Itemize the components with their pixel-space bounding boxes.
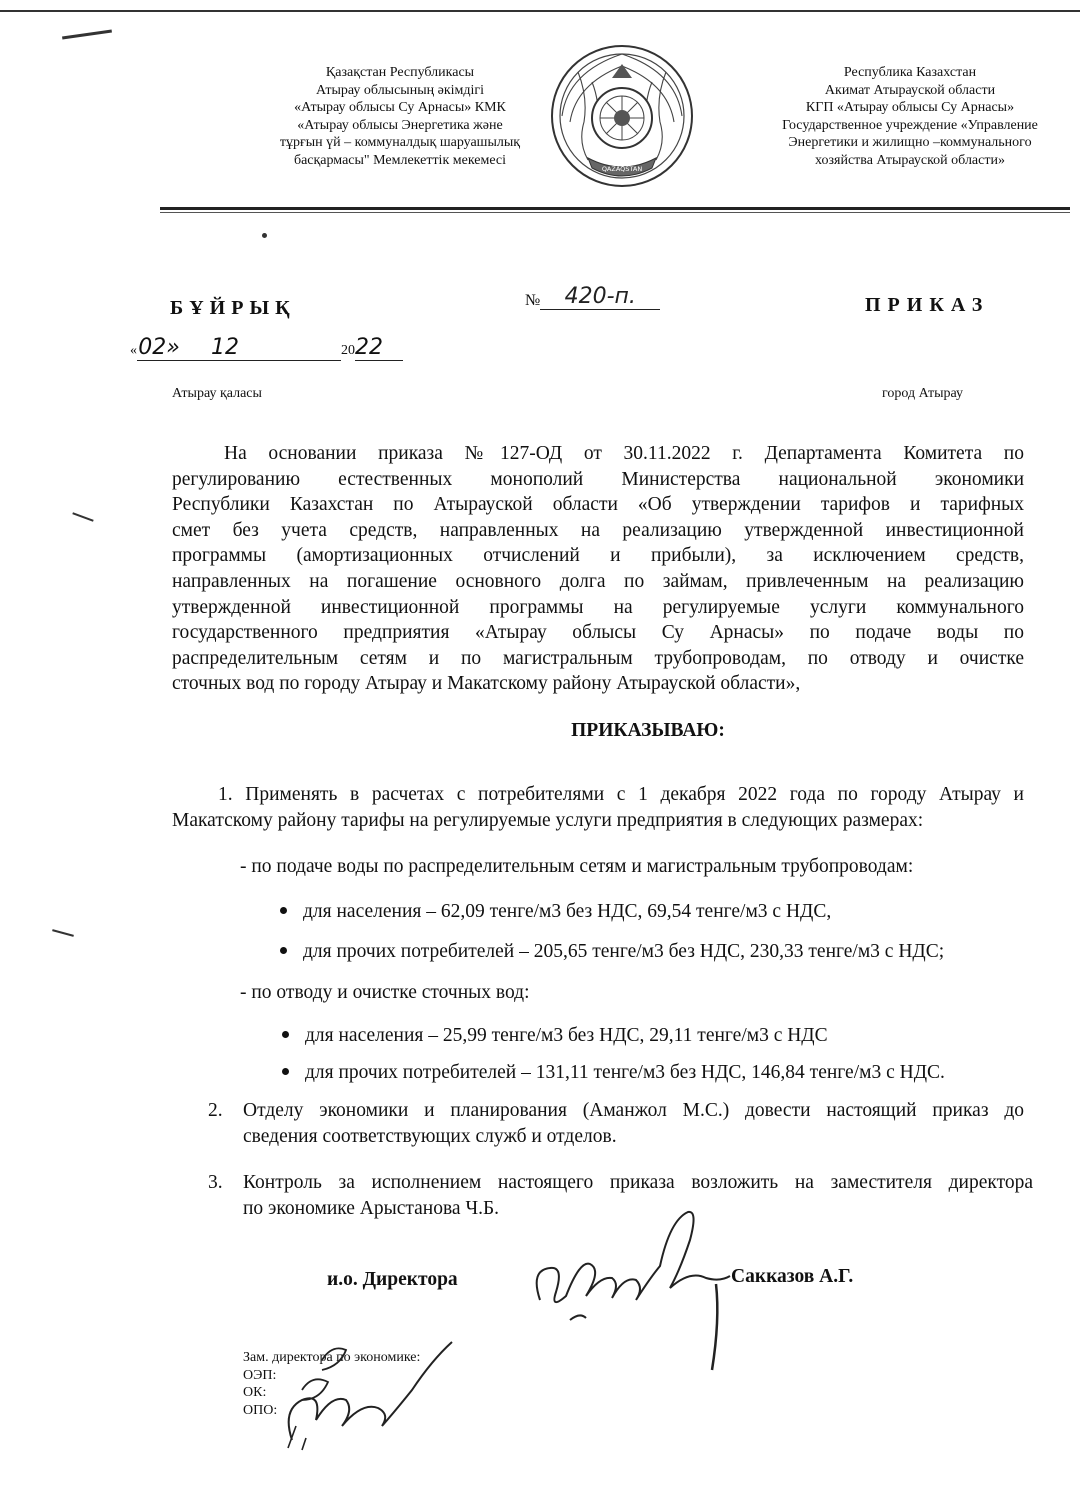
header-right-line: Акимат Атырауской области xyxy=(824,82,996,98)
order-number-row xyxy=(525,284,660,310)
header-left-line: басқармасы" Мемлекеттік мекемесі xyxy=(293,152,507,168)
order-title-ru: ПРИКАЗ xyxy=(865,294,990,316)
scan-mark xyxy=(62,30,112,40)
header-left-line: «Атырау облысы Су Арнасы» КМК xyxy=(294,100,506,115)
water-supply-bullet xyxy=(280,941,944,963)
item-2 xyxy=(243,1098,1024,1149)
scan-speck xyxy=(262,233,267,238)
header-left-line: Қазақстан Республикасы xyxy=(325,65,475,80)
order-number-prefix: № xyxy=(525,292,541,309)
scan-top-border xyxy=(0,10,1080,12)
city-ru: город Атырау xyxy=(882,386,964,401)
city-kz: Атырау қаласы xyxy=(172,386,262,401)
approval-line: Зам. директора по экономике: xyxy=(243,1350,421,1365)
item-2-number: 2. xyxy=(208,1100,223,1121)
sewage-header: - по отводу и очистке сточных вод: xyxy=(240,982,530,1003)
preamble-line: смет без учета средств, направленных на реализацию утвержденной инвестиционной xyxy=(172,519,1024,541)
preamble-paragraph xyxy=(172,441,1024,697)
item-3-line: Контроль за исполнением настоящего приказа возложить на заместителя директора xyxy=(243,1172,1033,1193)
header-left-line: тұрғын үй – коммуналдық шаруашылық xyxy=(279,135,521,150)
date-year-prefix: 20 xyxy=(341,343,355,358)
bullet-dot xyxy=(280,907,287,914)
header-right-line: Государственное учреждение «Управление xyxy=(782,117,1038,133)
preamble-line: программы (амортизационных отчислений и прибыли), за исключением средств, xyxy=(172,545,1024,567)
bullet-text: для населения – 25,99 тенге/м3 без НДС, 29,11 тенге/м3 с НДС xyxy=(305,1025,828,1046)
bullet-dot xyxy=(280,947,287,954)
preamble-line: распределительным сетям и по магистральным трубопроводам, по отводу и очистке xyxy=(172,647,1024,669)
item-1-line: 1. Применять в расчетах с потребителями с 1 декабря 2022 года по городу Атырау и xyxy=(218,784,1024,805)
item-3-line: по экономике Арыстанова Ч.Б. xyxy=(243,1197,500,1219)
order-number-handwritten: 420-п. xyxy=(540,284,660,310)
approval-line: ОПО: xyxy=(243,1402,278,1418)
sewage-bullet xyxy=(282,1025,828,1047)
preamble-line: государственного предприятия «Атырау облысы Су Арнасы» по подаче воды по xyxy=(172,622,1024,644)
header-right-line: Республика Казахстан xyxy=(843,65,977,80)
bullet-text: для прочих потребителей – 131,11 тенге/м3 без НДС, 146,84 тенге/м3 с НДС. xyxy=(305,1062,945,1083)
order-heading: ПРИКАЗЫВАЮ: xyxy=(571,720,725,741)
scan-mark xyxy=(72,512,93,521)
signatory-position: и.о. Директора xyxy=(327,1269,458,1290)
header-right-line: хозяйства Атырауской области» xyxy=(815,152,1005,168)
bullet-dot xyxy=(282,1068,289,1075)
director-signature xyxy=(520,1200,760,1380)
preamble-line: регулированию естественных монополий Министерства национальной экономики xyxy=(172,468,1024,490)
approval-initials xyxy=(262,1330,462,1460)
order-title-kz: БҰЙРЫҚ xyxy=(170,297,296,319)
item-1-line: Макатскому району тарифы на регулируемые услуги предприятия в следующих размерах: xyxy=(172,809,924,831)
water-supply-bullet xyxy=(280,901,831,923)
date-year: 22 xyxy=(355,335,403,361)
header-divider-thin xyxy=(160,212,1070,213)
header-right-ru xyxy=(755,64,1065,169)
header-left-line: «Атырау облысы Энергетика және xyxy=(297,117,503,133)
item-2-line: Отделу экономики и планирования (Аманжол М.С.) довести настоящий приказ до xyxy=(243,1100,1024,1121)
bullet-dot xyxy=(282,1031,289,1038)
bullet-text: для населения – 62,09 тенге/м3 без НДС, 69,54 тенге/м3 с НДС, xyxy=(303,901,832,922)
date-month: 12 xyxy=(181,335,341,361)
item-2-line: сведения соответствующих служб и отделов. xyxy=(243,1125,617,1147)
emblem-text: QAZAQSTAN xyxy=(601,165,643,173)
header-left-line: Атырау облысының әкімдігі xyxy=(315,82,485,98)
approval-line: ОК: xyxy=(243,1385,267,1400)
header-left-kz xyxy=(250,64,550,169)
item-1 xyxy=(172,782,1024,833)
bullet-text: для прочих потребителей – 205,65 тенге/м3 без НДС, 230,33 тенге/м3 с НДС; xyxy=(303,941,945,962)
item-3-number: 3. xyxy=(208,1172,223,1193)
preamble-line: Республики Казахстан по Атырауской области «Об утверждении тарифов и тарифных xyxy=(172,494,1024,516)
water-supply-header: - по подаче воды по распределительным сетям и магистральным трубопроводам: xyxy=(240,856,914,877)
sewage-bullet xyxy=(282,1062,945,1084)
header-divider xyxy=(160,207,1070,210)
preamble-line: На основании приказа №127-ОД от 30.11.2022 г. Департамента Комитета по xyxy=(224,443,1024,464)
header-right-line: КГП «Атырау облысы Су Арнасы» xyxy=(805,100,1015,115)
order-date xyxy=(130,335,403,361)
preamble-line: сточных вод по городу Атырау и Макатскому району Атырауской области», xyxy=(172,673,801,695)
date-open-quote: « xyxy=(130,343,137,358)
date-day: 02» xyxy=(138,335,180,360)
signatory-name: Сакказов А.Г. xyxy=(731,1266,854,1287)
state-emblem xyxy=(548,42,696,190)
approval-line: ОЭП: xyxy=(243,1367,277,1383)
preamble-line: направленных на погашение основного долга по займам, привлеченным на реализацию xyxy=(172,570,1024,592)
preamble-line: утвержденной инвестиционной программы на регулируемые услуги коммунального xyxy=(172,596,1024,618)
header-right-line: Энергетики и жилищно –коммунального xyxy=(788,135,1032,150)
scan-mark xyxy=(52,929,74,937)
